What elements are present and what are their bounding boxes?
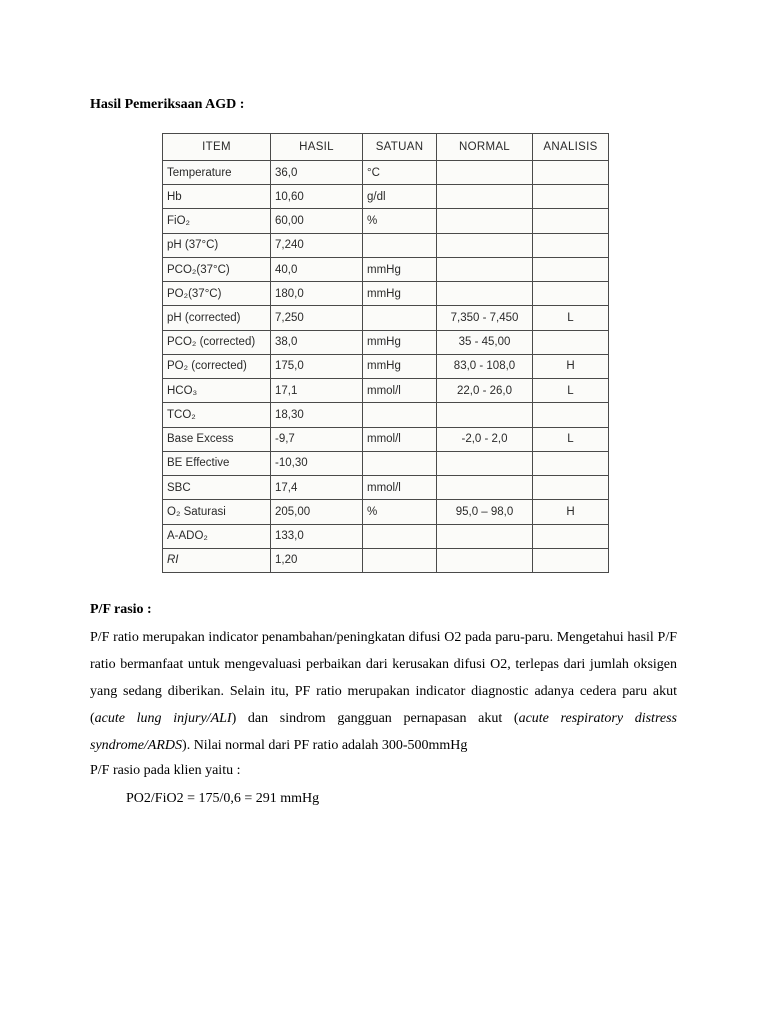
cell-normal <box>437 476 533 500</box>
cell-normal: 22,0 - 26,0 <box>437 379 533 403</box>
cell-hasil: 36,0 <box>271 161 363 185</box>
cell-analisis: L <box>533 427 609 451</box>
cell-satuan: % <box>363 209 437 233</box>
cell-analisis <box>533 403 609 427</box>
cell-normal: 83,0 - 108,0 <box>437 354 533 378</box>
cell-normal: 35 - 45,00 <box>437 330 533 354</box>
cell-normal: -2,0 - 2,0 <box>437 427 533 451</box>
cell-hasil: 10,60 <box>271 185 363 209</box>
cell-item: PO₂(37°C) <box>163 282 271 306</box>
agd-results-table <box>162 133 609 573</box>
cell-item: A-ADO₂ <box>163 524 271 548</box>
cell-item: SBC <box>163 476 271 500</box>
cell-normal <box>437 185 533 209</box>
cell-item: PO₂ (corrected) <box>163 354 271 378</box>
ali-term: acute lung injury/ALI <box>94 711 232 726</box>
cell-hasil: 38,0 <box>271 330 363 354</box>
cell-item: HCO₃ <box>163 379 271 403</box>
header-item: ITEM <box>163 134 271 161</box>
cell-satuan: mmol/l <box>363 427 437 451</box>
cell-item: FiO₂ <box>163 209 271 233</box>
table-row <box>163 257 609 281</box>
cell-normal <box>437 161 533 185</box>
cell-hasil: 133,0 <box>271 524 363 548</box>
cell-analisis <box>533 330 609 354</box>
header-satuan: SATUAN <box>363 134 437 161</box>
table-header-row <box>163 134 609 161</box>
cell-item: pH (37°C) <box>163 233 271 257</box>
cell-analisis: H <box>533 500 609 524</box>
table-row <box>163 427 609 451</box>
pf-text-part-1: P/F ratio merupakan indicator penambahan/peningkatan difusi O2 pada paru-paru. Mengetahui hasil P/F ratio bermanfaat untuk mengevaluasi perbaikan dari kerusakan difusi O2, terlepas dari jumlah oksigen yang sedang diberikan. Selain itu, PF ratio merupakan indicator diagnostic adanya cedera paru akut ( <box>90 630 677 726</box>
table-row <box>163 233 609 257</box>
table-row <box>163 282 609 306</box>
agd-results-scan <box>162 133 608 573</box>
cell-normal <box>437 451 533 475</box>
table-row <box>163 330 609 354</box>
cell-hasil: 7,240 <box>271 233 363 257</box>
cell-satuan: mmHg <box>363 282 437 306</box>
cell-item: RI <box>163 548 271 572</box>
cell-normal <box>437 403 533 427</box>
cell-normal <box>437 548 533 572</box>
client-pf-line: P/F rasio pada klien yaitu : <box>90 763 241 778</box>
cell-hasil: 60,00 <box>271 209 363 233</box>
cell-satuan <box>363 403 437 427</box>
cell-hasil: 175,0 <box>271 354 363 378</box>
cell-satuan: °C <box>363 161 437 185</box>
cell-analisis <box>533 233 609 257</box>
cell-item: TCO₂ <box>163 403 271 427</box>
table-row <box>163 354 609 378</box>
table-row <box>163 548 609 572</box>
cell-normal <box>437 209 533 233</box>
cell-hasil: 17,1 <box>271 379 363 403</box>
table-row <box>163 403 609 427</box>
cell-item: PCO₂ (corrected) <box>163 330 271 354</box>
pf-section-title: P/F rasio : <box>90 602 152 617</box>
cell-item: Base Excess <box>163 427 271 451</box>
cell-satuan: mmHg <box>363 354 437 378</box>
cell-analisis: H <box>533 354 609 378</box>
cell-satuan: mmHg <box>363 330 437 354</box>
cell-analisis <box>533 451 609 475</box>
cell-satuan: mmHg <box>363 257 437 281</box>
cell-analisis <box>533 476 609 500</box>
table-row <box>163 476 609 500</box>
table-row <box>163 209 609 233</box>
table-row <box>163 306 609 330</box>
cell-item: Temperature <box>163 161 271 185</box>
cell-hasil: 1,20 <box>271 548 363 572</box>
cell-normal <box>437 524 533 548</box>
cell-hasil: 205,00 <box>271 500 363 524</box>
cell-analisis: L <box>533 306 609 330</box>
cell-item: Hb <box>163 185 271 209</box>
cell-hasil: 18,30 <box>271 403 363 427</box>
table-body <box>163 161 609 573</box>
table-row <box>163 451 609 475</box>
pf-formula: PO2/FiO2 = 175/0,6 = 291 mmHg <box>126 791 320 806</box>
cell-item: BE Effective <box>163 451 271 475</box>
cell-hasil: 17,4 <box>271 476 363 500</box>
pf-text-part-3: ). Nilai normal dari PF ratio adalah 300-500mmHg <box>182 738 468 753</box>
cell-normal <box>437 233 533 257</box>
table-row <box>163 161 609 185</box>
cell-item: pH (corrected) <box>163 306 271 330</box>
header-normal: NORMAL <box>437 134 533 161</box>
cell-normal <box>437 257 533 281</box>
cell-hasil: 180,0 <box>271 282 363 306</box>
cell-analisis <box>533 524 609 548</box>
cell-analisis <box>533 282 609 306</box>
cell-normal: 95,0 – 98,0 <box>437 500 533 524</box>
cell-analisis: L <box>533 379 609 403</box>
header-analisis: ANALISIS <box>533 134 609 161</box>
cell-hasil: 7,250 <box>271 306 363 330</box>
cell-analisis <box>533 185 609 209</box>
cell-item: PCO₂(37°C) <box>163 257 271 281</box>
cell-analisis <box>533 548 609 572</box>
table-row <box>163 524 609 548</box>
cell-normal: 7,350 - 7,450 <box>437 306 533 330</box>
cell-satuan: mmol/l <box>363 476 437 500</box>
cell-satuan <box>363 524 437 548</box>
page-heading: Hasil Pemeriksaan AGD : <box>90 97 245 112</box>
cell-satuan: g/dl <box>363 185 437 209</box>
table-row <box>163 185 609 209</box>
header-hasil: HASIL <box>271 134 363 161</box>
cell-normal <box>437 282 533 306</box>
pf-description-paragraph <box>90 624 677 759</box>
cell-satuan <box>363 233 437 257</box>
cell-satuan <box>363 451 437 475</box>
cell-satuan <box>363 548 437 572</box>
cell-hasil: -9,7 <box>271 427 363 451</box>
cell-satuan: mmol/l <box>363 379 437 403</box>
table-row <box>163 500 609 524</box>
cell-hasil: 40,0 <box>271 257 363 281</box>
cell-satuan: % <box>363 500 437 524</box>
cell-item: O₂ Saturasi <box>163 500 271 524</box>
ards-term: acute respiratory distress syndrome/ARDS <box>90 711 677 753</box>
cell-satuan <box>363 306 437 330</box>
cell-analisis <box>533 257 609 281</box>
cell-analisis <box>533 209 609 233</box>
cell-analisis <box>533 161 609 185</box>
pf-text-part-2: ) dan sindrom gangguan pernapasan akut ( <box>231 711 519 726</box>
table-row <box>163 379 609 403</box>
cell-hasil: -10,30 <box>271 451 363 475</box>
